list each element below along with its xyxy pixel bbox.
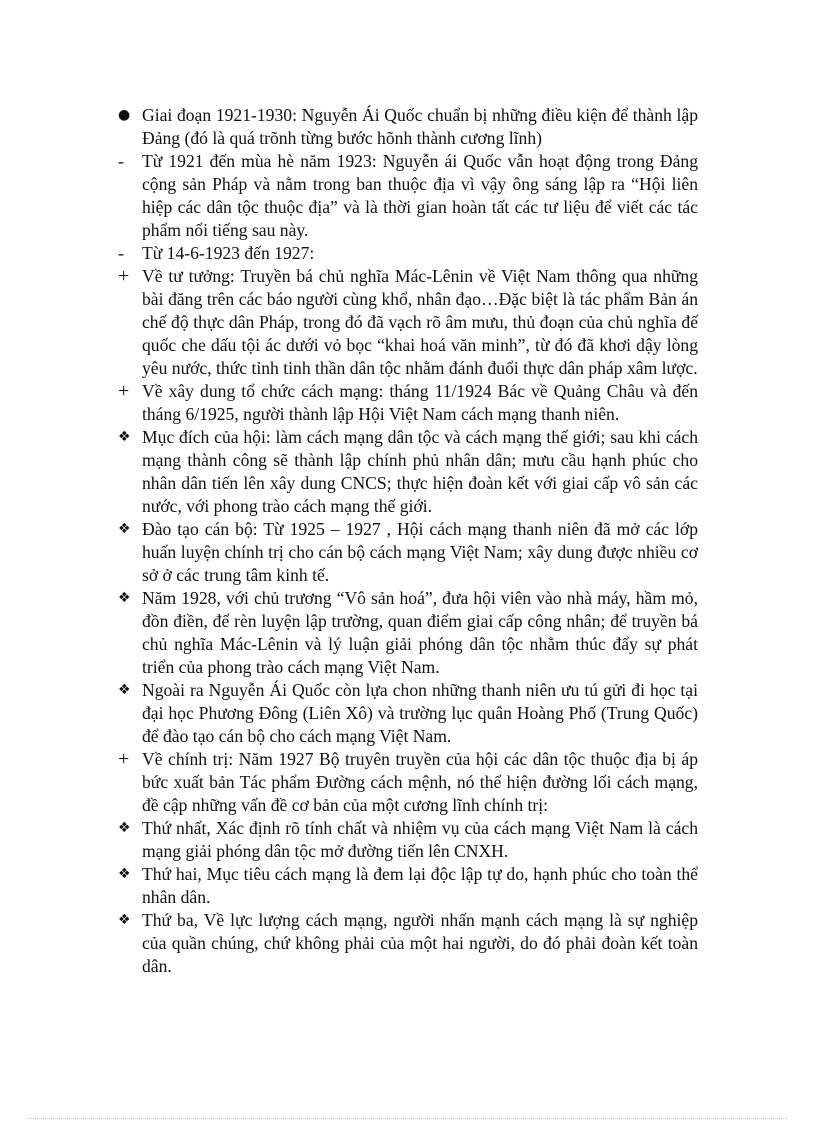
list-item-text: Năm 1928, với chủ trương “Vô sản hoá”, đưa hội viên vào nhà máy, hầm mỏ, đồn điền, để rèn luyện lập trường, quan điểm giai cấp công nhân; để truyền bá chủ nghĩa Mác-Lênin và lý luận giải phóng dân tộc nhằm thúc đẩy sự phát triển của phong trào cách mạng Việt Nam. — [142, 588, 698, 677]
diamond-bullet-icon: ❖ — [118, 590, 131, 606]
plus-icon: + — [118, 265, 130, 287]
diamond-bullet-icon: ❖ — [118, 866, 131, 882]
list-item — [118, 104, 698, 150]
list-item — [118, 380, 698, 426]
diamond-bullet-icon: ❖ — [118, 912, 131, 928]
diamond-bullet-icon: ❖ — [118, 521, 131, 537]
list-item-text: Ngoài ra Nguyễn Ái Quốc còn lựa chon những thanh niên ưu tú gửi đi học tại đại học Phương Đông (Liên Xô) và trường lục quân Hoàng Phố (Trung Quốc) để đào tạo cán bộ cho cách mạng Việt Nam. — [142, 680, 698, 746]
diamond-bullet-icon: ❖ — [118, 682, 131, 698]
list-item-text: Về chính trị: Năm 1927 Bộ truyên truyền của hội các dân tộc thuộc địa bị áp bức xuất bản Tác phẩm Đường cách mệnh, nó thể hiện đường lối cách mạng, đề cập những vấn đề cơ bản của một cương lĩnh chính trị: — [142, 749, 698, 815]
list-item — [118, 242, 698, 265]
list-item — [118, 426, 698, 518]
list-item — [118, 748, 698, 817]
list-item — [118, 679, 698, 748]
dash-icon: - — [118, 151, 124, 171]
list-item-text: Từ 1921 đến mùa hè năm 1923: Nguyễn ái Quốc vẫn hoạt động trong Đảng cộng sản Pháp và nằm trong ban thuộc địa vì vậy ông sáng lập ra “Hội liên hiệp các dân tộc thuộc địa” và là thời gian hoàn tất các tư liệu để viết các tác phẩm nổi tiếng sau này. — [142, 151, 698, 240]
list-item-text: Thứ hai, Mục tiêu cách mạng là đem lại độc lập tự do, hạnh phúc cho toàn thể nhân dân. — [142, 864, 698, 907]
list-item-text: Thứ ba, Về lực lượng cách mạng, người nhấn mạnh cách mạng là sự nghiệp của quần chúng, chứ không phải của một hai người, do đó phải đoàn kết toàn dân. — [142, 910, 698, 976]
list-item — [118, 587, 698, 679]
list-item-text: Giai đoạn 1921-1930: Nguyễn Ái Quốc chuẩn bị những điều kiện để thành lập Đảng (đó là quá trõnh từng bước hõnh thành cương lĩnh) — [142, 105, 698, 148]
list-item-text: Mục đích của hội: làm cách mạng dân tộc và cách mạng thế giới; sau khi cách mạng thành công sẽ thành lập chính phủ nhân dân; mưu cầu hạnh phúc cho nhân dân tiến lên xây dung CNCS; thực hiện đoàn kết với giai cấp vô sản các nước, với phong trào cách mạng thế giới. — [142, 427, 698, 516]
list-item — [118, 817, 698, 863]
list-item — [118, 518, 698, 587]
bullet-icon: ● — [118, 107, 131, 123]
page-bottom-rule — [28, 1118, 788, 1119]
list-item-text: Thứ nhất, Xác định rõ tính chất và nhiệm vụ của cách mạng Việt Nam là cách mạng giải phóng dân tộc mở đường tiến lên CNXH. — [142, 818, 698, 861]
dash-icon: - — [118, 243, 124, 263]
plus-icon: + — [118, 748, 130, 770]
list-item — [118, 265, 698, 380]
diamond-bullet-icon: ❖ — [118, 820, 131, 836]
list-item-text: Đào tạo cán bộ: Từ 1925 – 1927 , Hội cách mạng thanh niên đã mở các lớp huấn luyện chính trị cho cán bộ cách mạng Việt Nam; xây dung được nhiều cơ sở ở các trung tâm kinh tế. — [142, 519, 698, 585]
document-body — [118, 104, 698, 978]
list-item — [118, 150, 698, 242]
plus-icon: + — [118, 380, 130, 402]
list-item — [118, 863, 698, 909]
list-item — [118, 909, 698, 978]
list-item-text: Về tư tưởng: Truyền bá chủ nghĩa Mác-Lênin về Việt Nam thông qua những bài đăng trên các báo người cùng khổ, nhân đạo…Đặc biệt là tác phẩm Bản án chế độ thực dân Pháp, trong đó đã vạch rõ âm mưu, thủ đoạn của chủ nghĩa đế quốc che dấu tội ác dưới vỏ bọc “khai hoá văn minh”, từ đó đã khơi dậy lòng yêu nước, thức tỉnh tinh thần dân tộc nhằm đánh đuổi thực dân pháp xâm lược. — [142, 266, 698, 378]
list-item-text: Về xây dung tổ chức cách mạng: tháng 11/1924 Bác về Quảng Châu và đến tháng 6/1925, người thành lập Hội Việt Nam cách mạng thanh niên. — [142, 381, 698, 424]
diamond-bullet-icon: ❖ — [118, 429, 131, 445]
list-item-text: Từ 14-6-1923 đến 1927: — [142, 243, 315, 263]
